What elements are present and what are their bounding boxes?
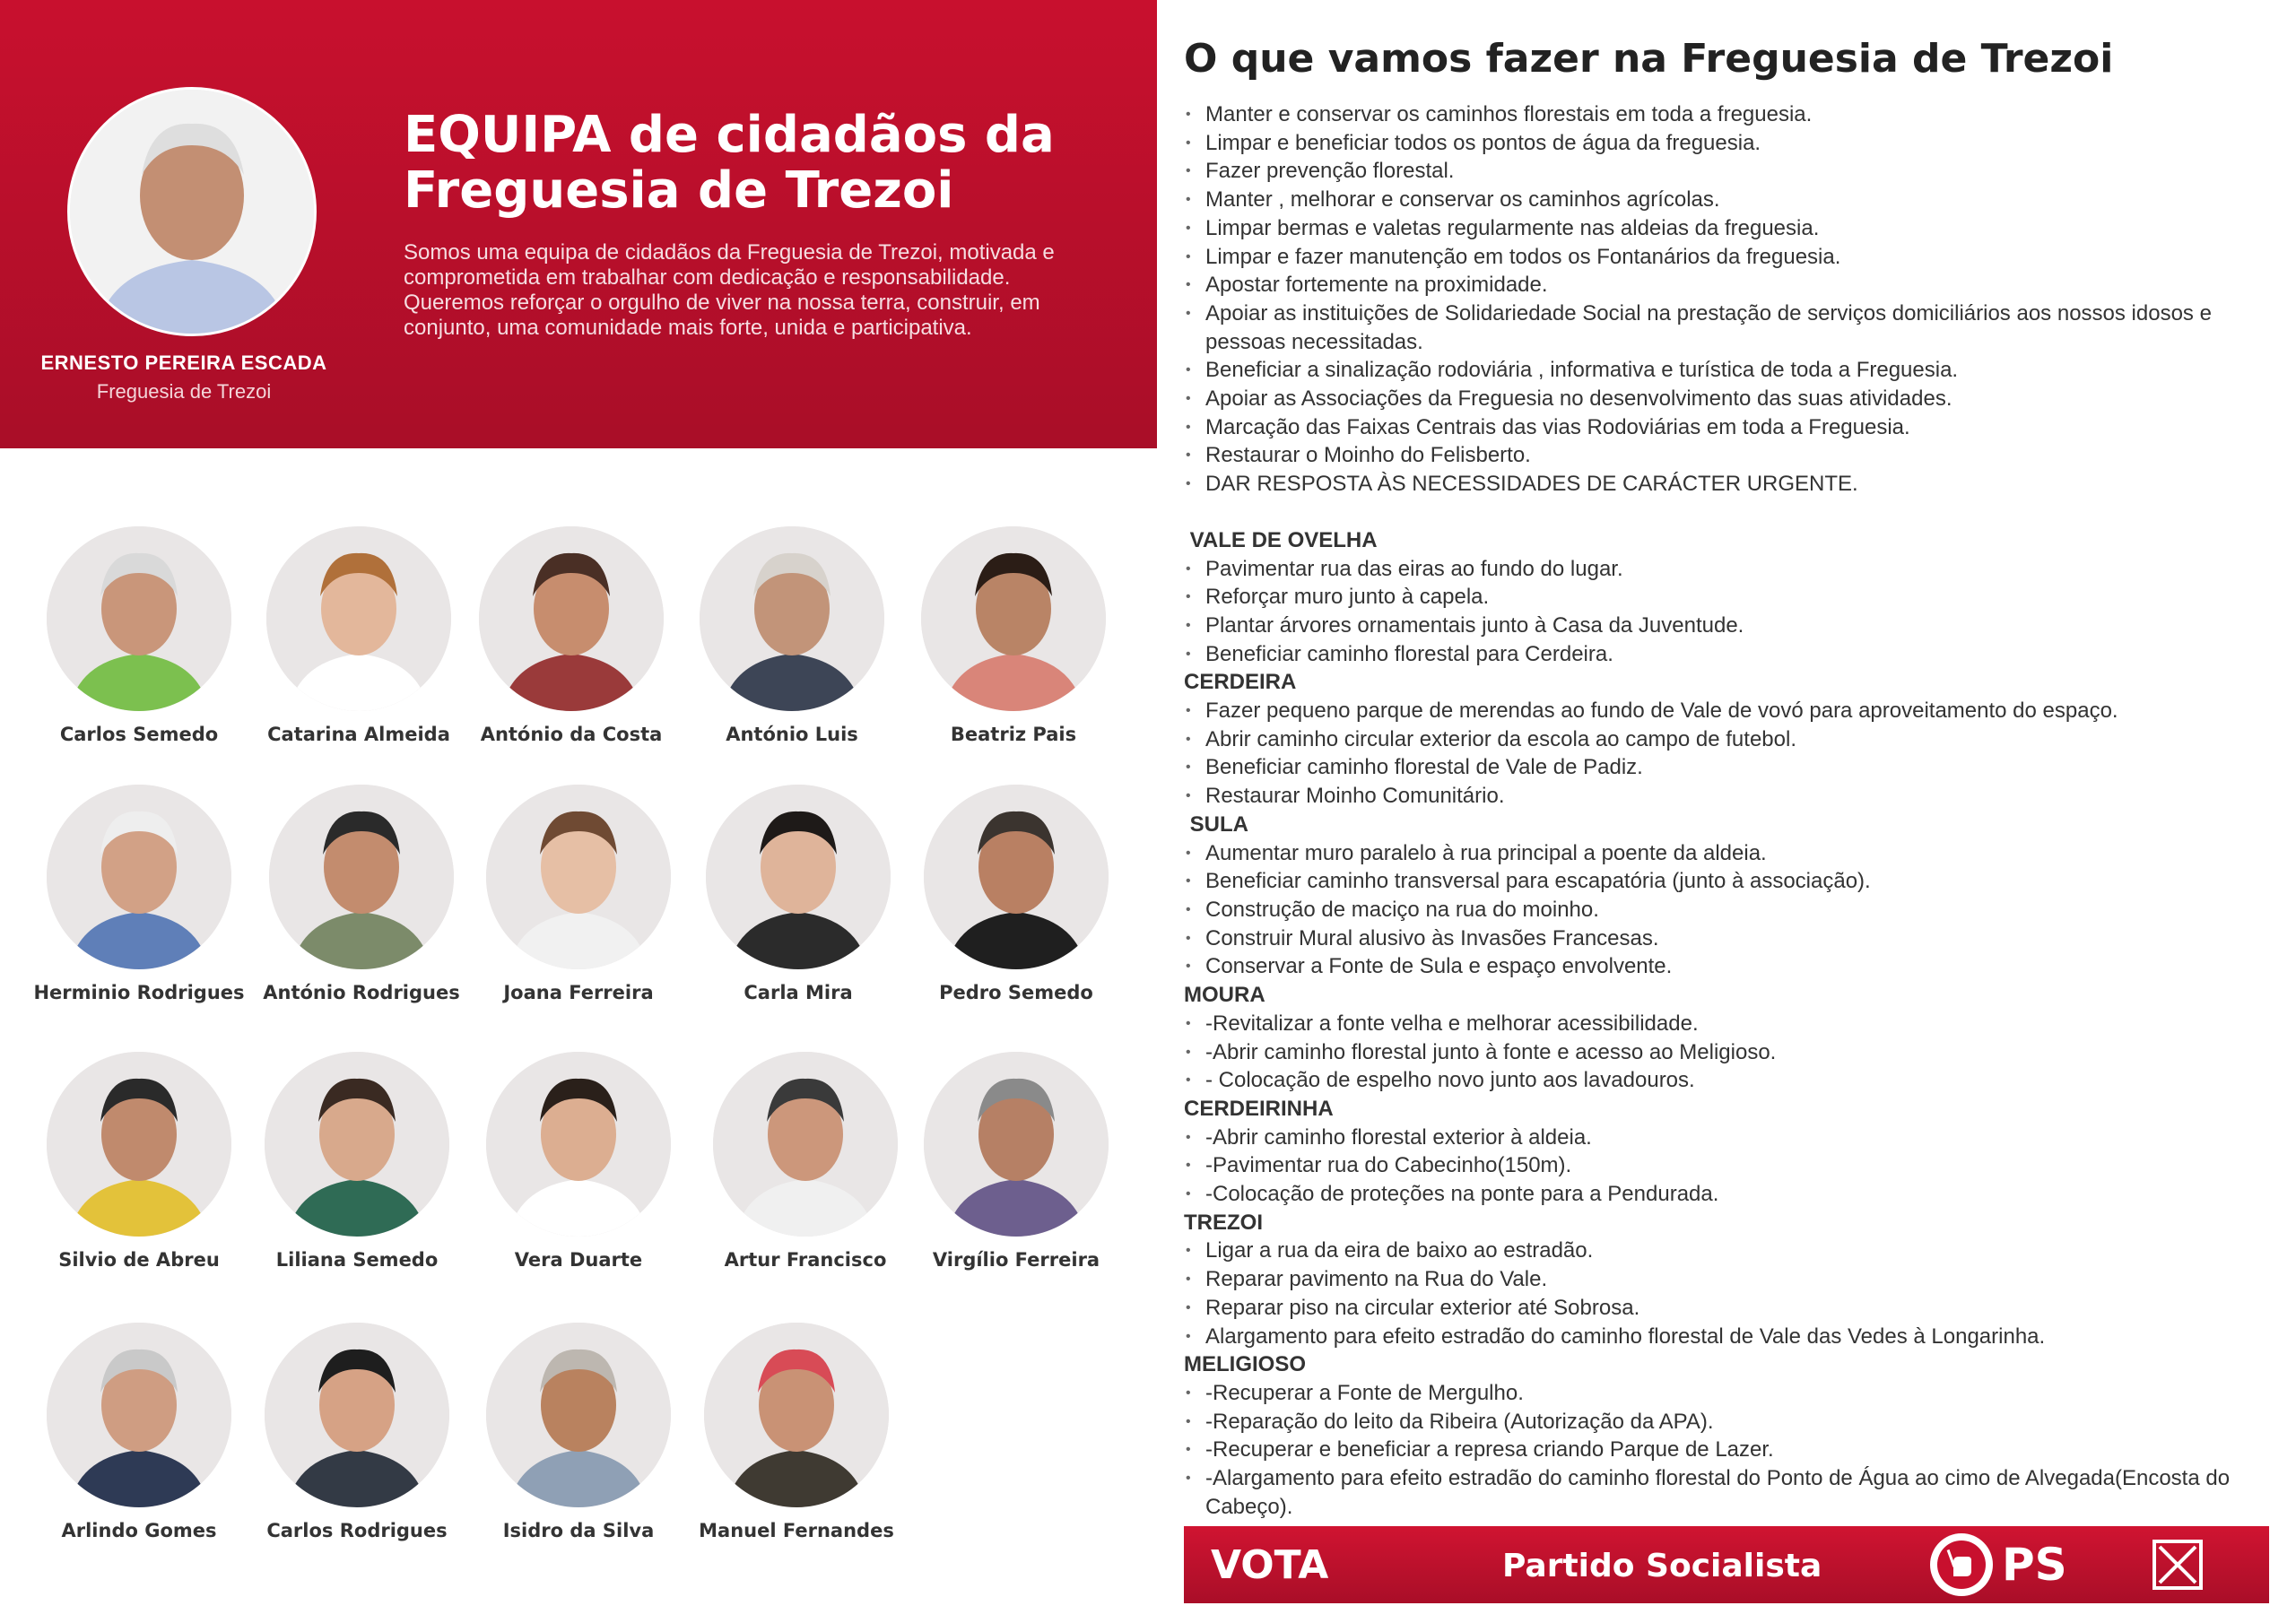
plan-item: • -Revitalizar a fonte velha e melhorar acessibilidade. <box>1184 1010 2260 1038</box>
member-name: Arlindo Gomes <box>61 1520 217 1541</box>
member-photo <box>265 1323 449 1507</box>
section-items <box>1184 1237 2260 1350</box>
member-name: Pedro Semedo <box>939 982 1093 1003</box>
member-photo <box>921 526 1106 711</box>
member-name: Virgílio Ferreira <box>932 1249 1100 1271</box>
plan-item: • -Reparação do leito da Ribeira (Autorização da APA). <box>1184 1408 2260 1436</box>
plan-title: O que vamos fazer na Freguesia de Trezoi <box>1184 36 2114 82</box>
member-photo <box>479 526 664 711</box>
member-name: Carlos Semedo <box>59 724 219 745</box>
member-name: Artur Francisco <box>724 1249 887 1271</box>
section-items <box>1184 1010 2260 1095</box>
village-sections <box>1184 526 2260 1522</box>
hero-title <box>404 108 1121 219</box>
plan-item: • Marcação das Faixas Centrais das vias Rodoviárias em toda a Freguesia. <box>1184 413 2260 442</box>
plan-list <box>1184 100 2260 1521</box>
member-photo <box>713 1052 898 1237</box>
team-member <box>247 526 471 745</box>
team-member <box>693 1052 918 1271</box>
member-photo <box>265 1052 449 1237</box>
member-photo <box>47 785 231 969</box>
plan-item: • Reforçar muro junto à capela. <box>1184 583 2260 612</box>
plan-item: • Reparar piso na circular exterior até Sobrosa. <box>1184 1294 2260 1323</box>
member-name: Carlos Rodrigues <box>266 1520 448 1541</box>
plan-item: • Beneficiar caminho transversal para escapatória (junto à associação). <box>1184 867 2260 896</box>
section-items <box>1184 839 2260 982</box>
general-items <box>1184 100 2260 499</box>
member-name: Catarina Almeida <box>267 724 450 745</box>
plan-item: • Manter , melhorar e conservar os caminhos agrícolas. <box>1184 186 2260 214</box>
plan-item: • Apoiar as Associações da Freguesia no desenvolvimento das suas atividades. <box>1184 385 2260 413</box>
plan-item: • Beneficiar caminho florestal de Vale de Padiz. <box>1184 753 2260 782</box>
team-member <box>466 1323 691 1541</box>
section-title: TREZOI <box>1184 1210 1263 1235</box>
team-member <box>459 526 683 745</box>
member-name: Vera Duarte <box>514 1249 643 1271</box>
plan-item: • -Abrir caminho florestal junto à fonte e acesso ao Meligioso. <box>1184 1038 2260 1067</box>
plan-item: • Restaurar Moinho Comunitário. <box>1184 782 2260 811</box>
plan-item: • -Recuperar e beneficiar a represa criando Parque de Lazer. <box>1184 1436 2260 1464</box>
hero-description: Somos uma equipa de cidadãos da Freguesia de Trezoi, motivada e comprometida em trabalhar com dedicação e responsabilidade. Queremos reforçar o orgulho de viver na nossa terra, construir, em conjunto, uma comunidade mais forte, unida e participativa. <box>404 240 1055 340</box>
plan-item: • -Recuperar a Fonte de Mergulho. <box>1184 1379 2260 1408</box>
member-photo <box>47 1052 231 1237</box>
ps-acronym: PS <box>2002 1539 2067 1591</box>
plan-item: • - Colocação de espelho novo junto aos lavadouros. <box>1184 1066 2260 1095</box>
section-title: MOURA <box>1184 983 1265 1008</box>
section-items <box>1184 555 2260 669</box>
section-title: CERDEIRA <box>1184 670 1297 695</box>
party-name: Partido Socialista <box>1502 1548 1822 1584</box>
member-photo <box>47 1323 231 1507</box>
member-photo <box>266 526 451 711</box>
spacer <box>1184 499 2260 526</box>
member-photo <box>486 1052 671 1237</box>
team-member <box>686 785 910 1003</box>
plan-item: • Aumentar muro paralelo à rua principal a poente da aldeia. <box>1184 839 2260 868</box>
team-member <box>904 1052 1128 1271</box>
section-title: CERDEIRINHA <box>1184 1096 1334 1121</box>
vote-label: VOTA <box>1211 1542 1329 1588</box>
section-items <box>1184 1379 2260 1522</box>
member-name: Herminio Rodrigues <box>33 982 245 1003</box>
plan-item: • Construir Mural alusivo às Invasões Francesas. <box>1184 924 2260 953</box>
section-items <box>1184 1124 2260 1209</box>
team-member <box>27 1052 251 1271</box>
member-photo <box>486 785 671 969</box>
team-member <box>466 785 691 1003</box>
team-member <box>684 1323 909 1541</box>
member-name: Carla Mira <box>744 982 853 1003</box>
plan-item: • Plantar árvores ornamentais junto à Casa da Juventude. <box>1184 612 2260 640</box>
section-title: SULA <box>1184 812 1248 837</box>
member-photo <box>924 1052 1109 1237</box>
plan-item: • Apostar fortemente na proximidade. <box>1184 271 2260 299</box>
plan-item: • Ligar a rua da eira de baixo ao estradão. <box>1184 1237 2260 1265</box>
member-name: António Luis <box>726 724 858 745</box>
hero-title-line2: Freguesia de Trezoi <box>404 161 954 220</box>
plan-item: • Reparar pavimento na Rua do Vale. <box>1184 1265 2260 1294</box>
vote-bar <box>1184 1526 2269 1603</box>
team-member <box>245 1052 469 1271</box>
member-photo <box>706 785 891 969</box>
plan-item: • Alargamento para efeito estradão do caminho florestal de Vale das Vedes à Longarinha. <box>1184 1323 2260 1351</box>
section-items <box>1184 697 2260 811</box>
hero-title-line1: EQUIPA de cidadãos da <box>404 106 1055 164</box>
leader-subtitle: Freguesia de Trezoi <box>96 380 272 403</box>
plan-item: • Restaurar o Moinho do Felisberto. <box>1184 441 2260 470</box>
member-photo <box>700 526 884 711</box>
plan-item: • -Colocação de proteções na ponte para a Pendurada. <box>1184 1180 2260 1209</box>
plan-item: • Abrir caminho circular exterior da escola ao campo de futebol. <box>1184 725 2260 754</box>
plan-item: • Fazer pequeno parque de merendas ao fundo de Vale de vovó para aproveitamento do espaço. <box>1184 697 2260 725</box>
member-name: Liliana Semedo <box>275 1249 439 1271</box>
member-name: António da Costa <box>480 724 663 745</box>
member-photo <box>704 1323 889 1507</box>
plan-item: • Limpar e fazer manutenção em todos os Fontanários da freguesia. <box>1184 243 2260 272</box>
team-member <box>249 785 474 1003</box>
ps-fist-logo-icon <box>1928 1532 1995 1598</box>
section-title: VALE DE OVELHA <box>1184 527 1378 552</box>
member-name: António Rodrigues <box>263 982 460 1003</box>
leader-photo <box>67 87 317 336</box>
member-name: Manuel Fernandes <box>699 1520 894 1541</box>
team-member <box>466 1052 691 1271</box>
plan-item: • Apoiar as instituições de Solidariedade Social na prestação de serviços domiciliários aos nossos idosos e pessoas necessitadas. <box>1184 299 2260 356</box>
team-member <box>680 526 904 745</box>
plan-item: • Construção de maciço na rua do moinho. <box>1184 896 2260 924</box>
member-photo <box>924 785 1109 969</box>
section-title: MELIGIOSO <box>1184 1352 1307 1377</box>
plan-item: • Beneficiar caminho florestal para Cerdeira. <box>1184 640 2260 669</box>
member-photo <box>486 1323 671 1507</box>
team-member <box>245 1323 469 1541</box>
leader-name: ERNESTO PEREIRA ESCADA <box>40 352 327 374</box>
hero-banner <box>0 0 1157 448</box>
ballot-cross-icon <box>2152 1540 2203 1590</box>
member-name: Silvio de Abreu <box>58 1249 220 1271</box>
plan-item: • Manter e conservar os caminhos florestais em toda a freguesia. <box>1184 100 2260 129</box>
plan-item: • Fazer prevenção florestal. <box>1184 157 2260 186</box>
plan-item: • Conservar a Fonte de Sula e espaço envolvente. <box>1184 952 2260 981</box>
team-member <box>904 785 1128 1003</box>
plan-item: • Limpar e beneficiar todos os pontos de água da freguesia. <box>1184 129 2260 158</box>
team-member <box>27 785 251 1003</box>
plan-item: • -Abrir caminho florestal exterior à aldeia. <box>1184 1124 2260 1152</box>
plan-item: • DAR RESPOSTA ÀS NECESSIDADES DE CARÁCTER URGENTE. <box>1184 470 2260 499</box>
plan-item: • Beneficiar a sinalização rodoviária , informativa e turística de toda a Freguesia. <box>1184 356 2260 385</box>
team-member <box>901 526 1126 745</box>
member-name: Beatriz Pais <box>950 724 1077 745</box>
member-photo <box>47 526 231 711</box>
member-photo <box>269 785 454 969</box>
plan-item: • -Pavimentar rua do Cabecinho(150m). <box>1184 1151 2260 1180</box>
member-name: Isidro da Silva <box>502 1520 655 1541</box>
plan-item: • -Alargamento para efeito estradão do caminho florestal do Ponto de Água ao cimo de Alvegada(Encosta do Cabeço). <box>1184 1464 2260 1521</box>
plan-item: • Pavimentar rua das eiras ao fundo do lugar. <box>1184 555 2260 584</box>
plan-item: • Limpar bermas e valetas regularmente nas aldeias da freguesia. <box>1184 214 2260 243</box>
team-member <box>27 1323 251 1541</box>
member-name: Joana Ferreira <box>503 982 654 1003</box>
team-member <box>27 526 251 745</box>
